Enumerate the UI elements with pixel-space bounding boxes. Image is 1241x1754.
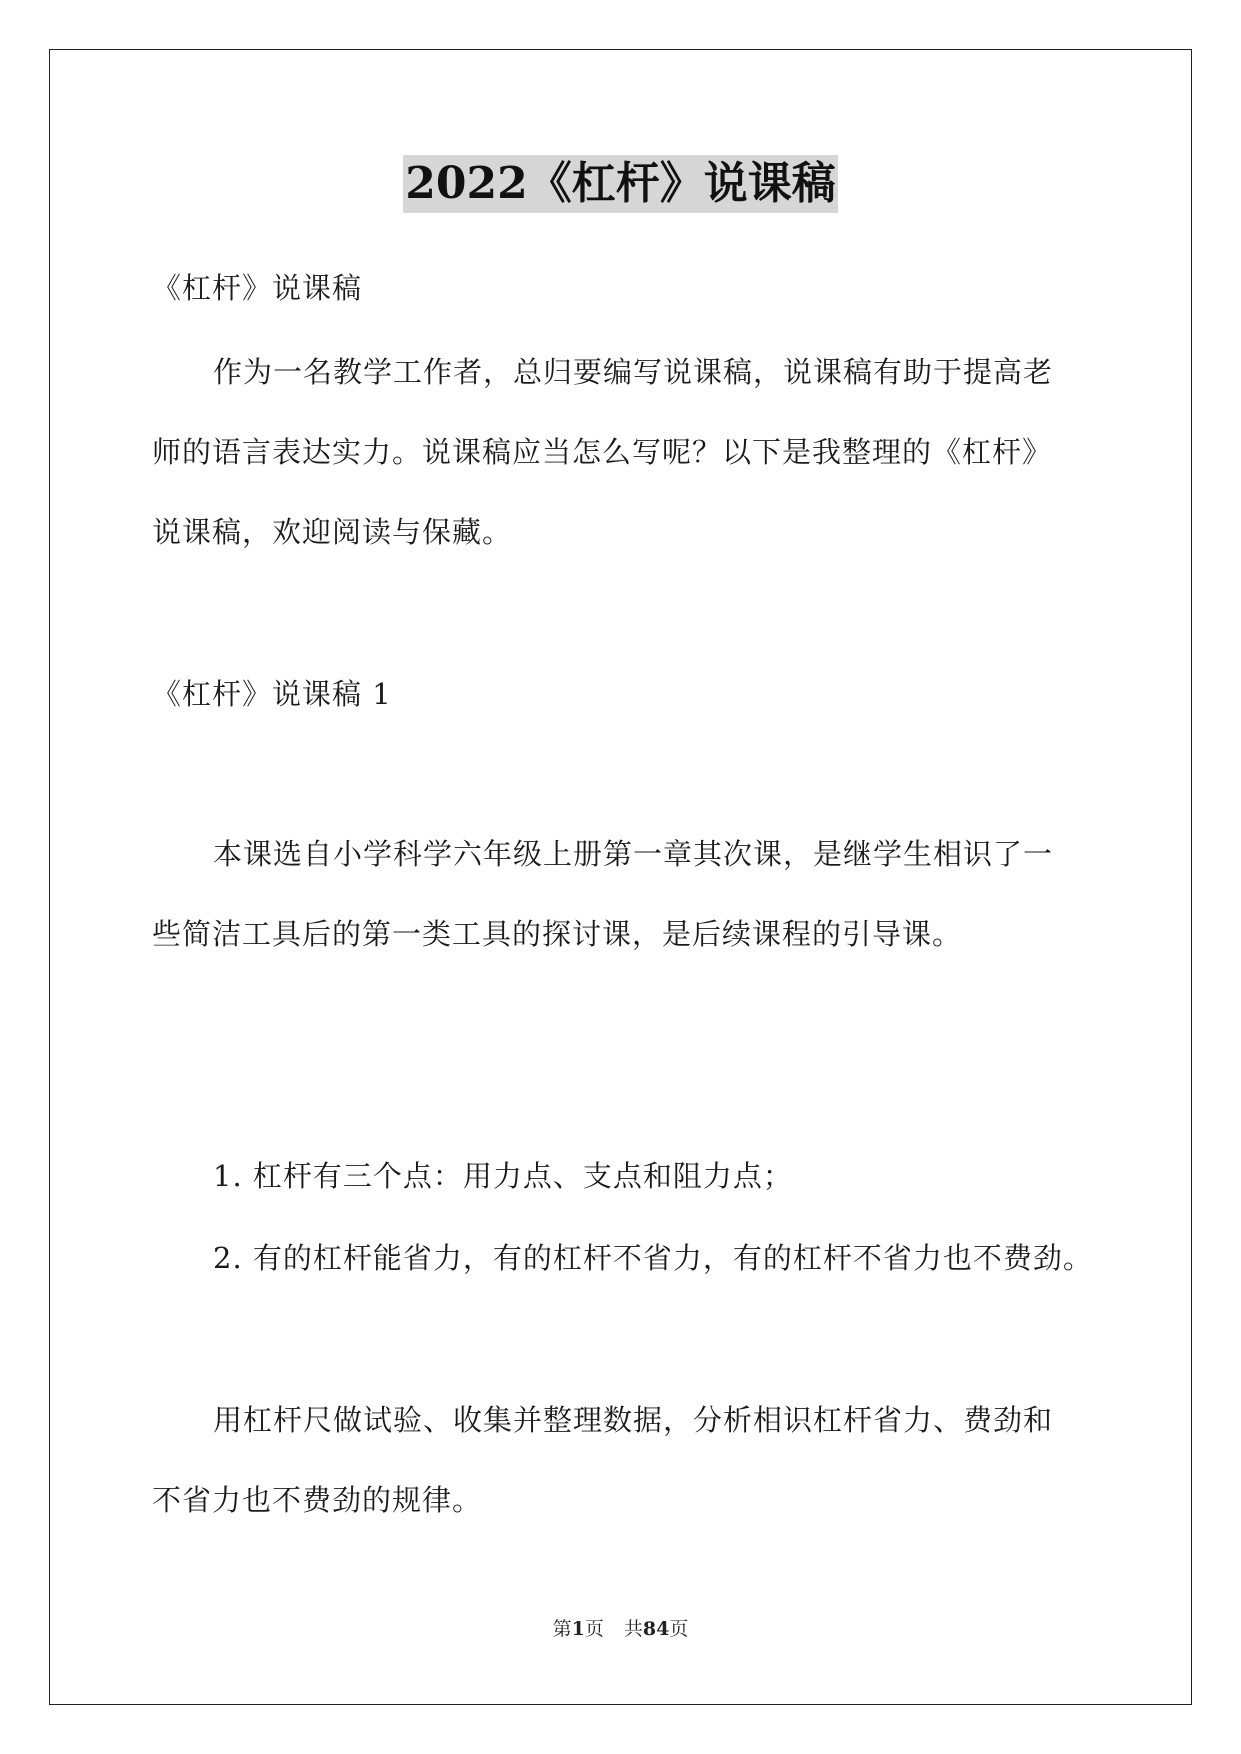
list-item: 2. 有的杠杆能省力，有的杠杆不省力，有的杠杆不省力也不费劲。 [213, 1241, 1093, 1275]
footer-page-number: 1 [571, 1618, 585, 1640]
document-title: 2022《杠杆》说课稿 [403, 155, 837, 213]
paragraph-line: 不省力也不费劲的规律。 [152, 1483, 483, 1517]
footer-total-prefix: 共 [623, 1618, 643, 1640]
subtitle: 《杠杆》说课稿 [152, 271, 363, 305]
paragraph-line: 说课稿，欢迎阅读与保藏。 [152, 515, 513, 549]
footer-page-prefix: 第 [552, 1618, 572, 1640]
section-heading: 《杠杆》说课稿 1 [152, 677, 392, 711]
page-footer [0, 1617, 1241, 1641]
paragraph-line: 些简洁工具后的第一类工具的探讨课，是后续课程的引导课。 [152, 917, 963, 951]
footer-total-suffix: 页 [669, 1618, 689, 1640]
footer-page-suffix: 页 [584, 1618, 604, 1640]
paragraph-line: 作为一名教学工作者，总归要编写说课稿，说课稿有助于提高老 [213, 355, 1054, 389]
paragraph-line: 师的语言表达实力。说课稿应当怎么写呢？以下是我整理的《杠杆》 [152, 435, 1053, 469]
paragraph-line: 用杠杆尺做试验、收集并整理数据，分析相识杠杆省力、费劲和 [213, 1403, 1054, 1437]
title-container [0, 155, 1241, 213]
paragraph-line: 本课选自小学科学六年级上册第一章其次课，是继学生相识了一 [213, 837, 1054, 871]
list-item: 1. 杠杆有三个点：用力点、支点和阻力点； [213, 1159, 793, 1193]
footer-total-pages: 84 [642, 1618, 670, 1640]
